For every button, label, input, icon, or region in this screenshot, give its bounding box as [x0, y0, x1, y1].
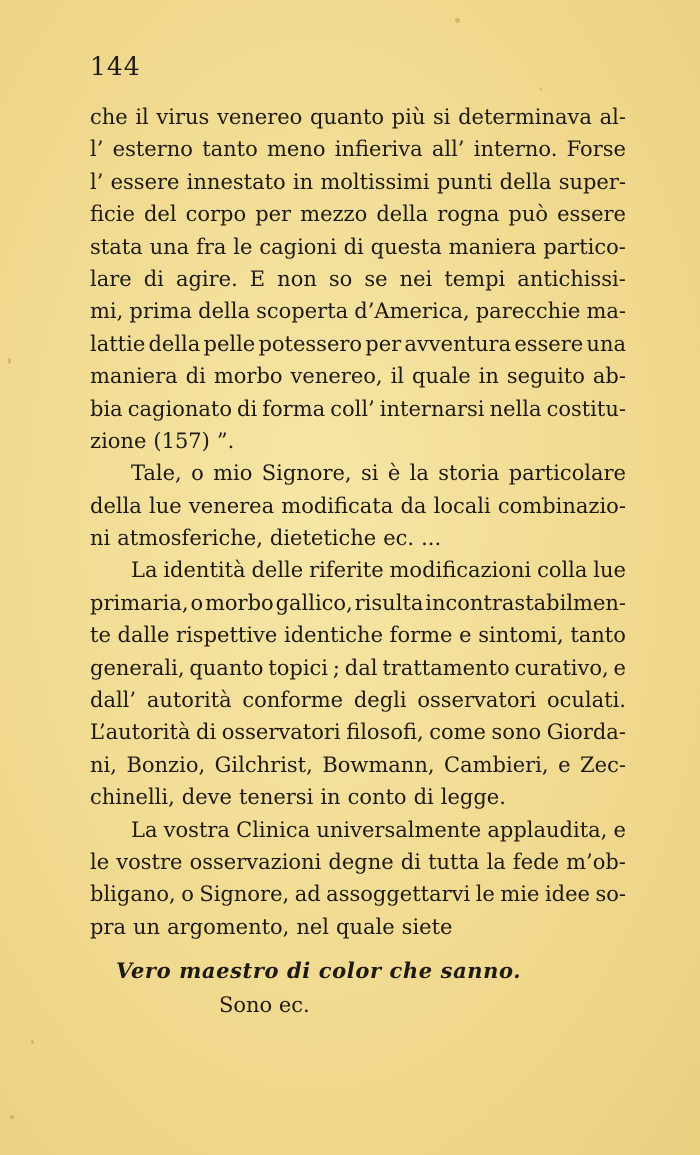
paper-speck	[455, 18, 460, 23]
paper-speck	[8, 358, 11, 364]
text-line: che il virus venereo quanto più si determinava al-	[90, 105, 626, 129]
paper-speck	[10, 1115, 14, 1119]
paper-speck	[540, 88, 542, 91]
text-line: L’autorità di osservatori filosofi, come sono Giorda-	[90, 720, 626, 745]
paper-speck	[31, 1040, 34, 1044]
text-line: La vostra Clinica universalmente applaudita, e	[131, 817, 626, 842]
text-line: stata una fra le cagioni di questa maniera partico-	[90, 234, 626, 259]
text-line: bligano, o Signore, ad assoggettarvi le mie idee so-	[90, 882, 626, 907]
text-line: primaria, o morbo gallico, risulta incontrastabilmen-	[90, 590, 626, 615]
text-line: generali, quanto topici ; dal trattamento curativo, e	[90, 655, 626, 680]
text-line: ni, Bonzio, Gilchrist, Bowmann, Cambieri, e Zec-	[90, 752, 626, 777]
verse-quotation: Vero maestro di color che sanno.	[116, 958, 522, 983]
closing-formula: Sono ec.	[219, 993, 310, 1017]
text-line: maniera di morbo venereo, il quale in seguito ab-	[90, 364, 626, 389]
text-line: lattie della pelle potessero per avventura essere una	[90, 331, 626, 356]
text-line: le vostre osservazioni degne di tutta la fede m’ob-	[90, 849, 626, 874]
text-line: l’ essere innestato in moltissimi punti della super-	[90, 169, 626, 194]
text-line: ni atmosferiche, dietetiche ec. ...	[90, 526, 442, 551]
page-number: 144	[90, 52, 141, 81]
text-line: Tale, o mio Signore, si è la storia particolare	[131, 461, 626, 486]
text-line: lare di agire. E non so se nei tempi antichissi-	[90, 266, 626, 291]
text-line: l’ esterno tanto meno infieriva all’ interno. Forse	[90, 137, 626, 162]
text-line: bia cagionato di forma coll’ internarsi nella costitu-	[90, 396, 626, 421]
body-text	[90, 101, 626, 943]
text-line: pra un argomento, nel quale siete	[90, 914, 453, 939]
text-line: La identità delle riferite modificazioni colla lue	[131, 558, 626, 583]
text-line: dall’ autorità conforme degli osservatori oculati.	[90, 688, 626, 713]
text-line: te dalle rispettive identiche forme e sintomi, tanto	[90, 623, 626, 648]
text-line: mi, prima della scoperta d’America, parecchie ma-	[90, 299, 626, 324]
text-line: ficie del corpo per mezzo della rogna può essere	[90, 202, 626, 227]
text-line: chinelli, deve tenersi in conto di legge.	[90, 785, 506, 810]
text-line: della lue venerea modificata da locali combinazio-	[90, 493, 626, 518]
text-line: zione (157) ”.	[90, 428, 235, 453]
